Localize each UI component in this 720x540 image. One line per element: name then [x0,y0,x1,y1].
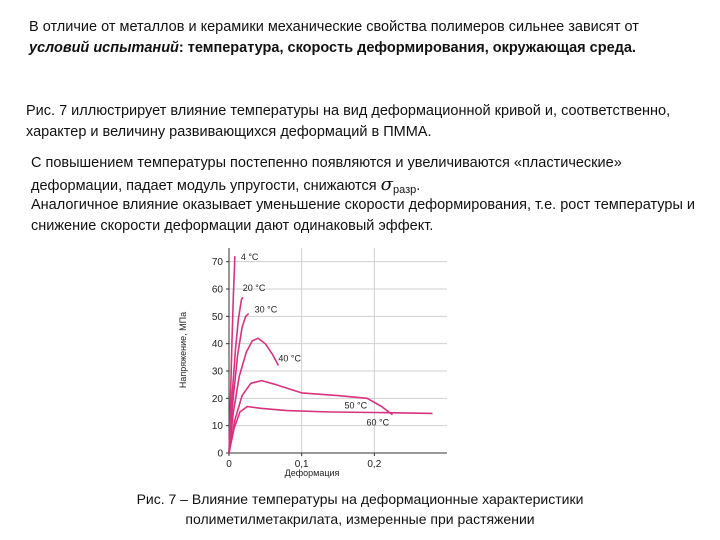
y-tick-label: 20 [211,393,223,405]
figure-caption [60,489,660,529]
chart-axes [229,248,447,453]
x-tick-label: 0,2 [367,459,382,470]
paragraph-rate-effect: Аналогичное влияние оказывает уменьшение скорости деформирования, т.е. рост температуры и снижение скорости деформации дают одинаковый эффект. [31,197,695,234]
x-tick-label: 0 [226,459,232,470]
y-tick-label: 0 [217,448,223,460]
stress-strain-chart [175,240,455,480]
x-axis-label: Деформация [284,468,340,478]
intro-text: В отличие от металлов и керамики механические свойства полимеров сильнее зависят от [29,19,639,35]
series-label: 30 °C [254,304,278,315]
series-label: 4 °C [240,252,259,263]
y-tick-label: 10 [211,421,223,433]
temperature-effect-text: С повышением температуры постепенно появляются и увеличиваются «пластические» деформации, падает модуль упругости, снижаются [31,155,622,194]
series-curve [229,338,278,453]
series-curve [229,407,433,454]
series-label: 20 °C [242,283,266,294]
series-label: 50 °C [344,400,368,411]
x-tick-label: 0,1 [294,459,309,470]
y-tick-label: 60 [211,284,223,296]
y-tick-label: 30 [211,366,223,378]
y-tick-label: 70 [211,257,223,269]
chart-series-labels [241,252,390,427]
paragraph-polymers-intro [29,17,699,59]
caption-line-2: полиметилметакрилата, измеренные при растяжении [185,511,535,527]
test-conditions-emphasis: условий испытаний [29,40,179,56]
y-tick-label: 40 [211,339,223,351]
sigma-symbol: σ [380,174,393,195]
paragraph-figure-reference: Рис. 7 иллюстрирует влияние температуры на вид деформационной кривой и, соответственно, характер и величину развивающихся деформаций в ПММА. [26,103,671,140]
y-axis-label: Напряжение, МПа [178,311,188,389]
conditions-list: : температура, скорость деформирования, окружающая среда. [178,40,636,56]
paragraph-temperature-effect [31,153,711,201]
sigma-subscript: разр [392,184,417,196]
y-tick-label: 50 [211,311,223,323]
series-label: 40 °C [278,353,302,364]
chart-grid [229,248,447,453]
series-label: 60 °C [366,417,390,428]
caption-line-1: Рис. 7 – Влияние температуры на деформационные характеристики [136,491,584,507]
sentence-end: . [416,178,421,194]
